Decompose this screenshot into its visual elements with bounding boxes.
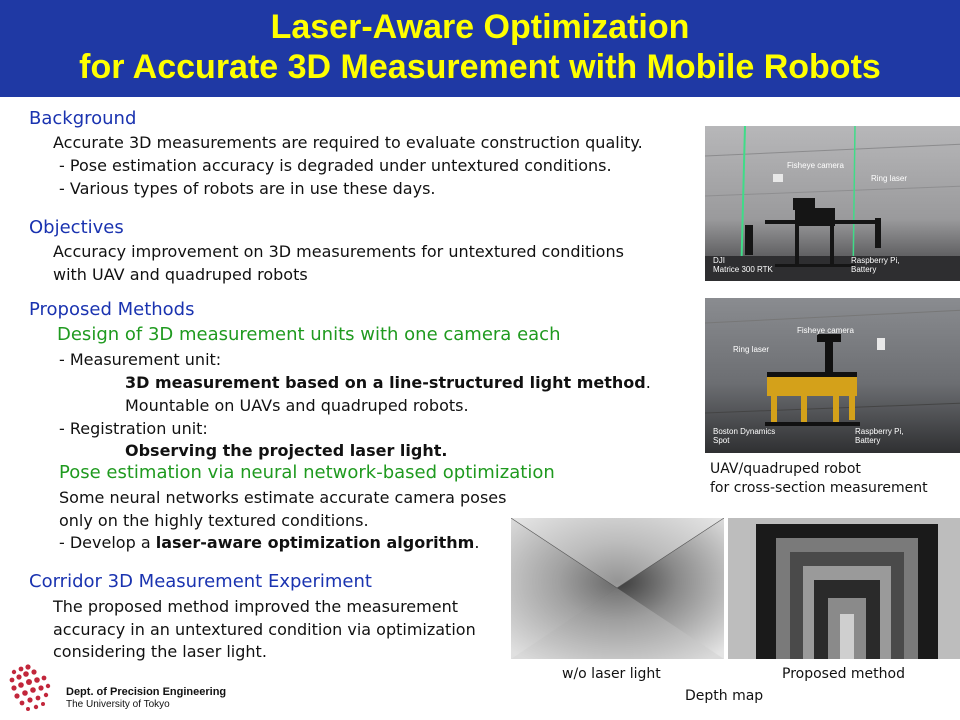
depth-caption-bottom: Depth map <box>685 688 764 704</box>
depth-map-without-laser-image <box>511 518 724 659</box>
methods-heading: Proposed Methods <box>29 299 195 320</box>
experiment-line: considering the laser light. <box>53 642 267 661</box>
spot-photo <box>705 298 960 453</box>
depth-map-proposed-image <box>728 518 960 659</box>
experiment-heading: Corridor 3D Measurement Experiment <box>29 571 372 592</box>
objectives-line: with UAV and quadruped robots <box>53 265 308 284</box>
depth-caption-right: Proposed method <box>782 666 905 682</box>
uav-label-dji: DJI <box>713 256 725 265</box>
develop-bold: laser-aware optimization algorithm <box>155 533 475 552</box>
uav-photo-image <box>705 126 960 281</box>
registration-unit-label: - Registration unit: <box>59 419 208 438</box>
logo-dept-name: Dept. of Precision Engineering <box>66 686 227 698</box>
background-heading: Background <box>29 108 137 129</box>
depth-map-without-laser <box>511 518 724 659</box>
uav-label-fisheye: Fisheye camera <box>787 161 844 170</box>
robot-caption-line: UAV/quadruped robot <box>710 461 861 477</box>
develop-suffix: . <box>474 533 480 552</box>
logo-dots-icon <box>6 662 64 714</box>
background-line: - Various types of robots are in use these days. <box>59 179 436 198</box>
measurement-unit-desc <box>125 373 651 393</box>
uav-photo <box>705 126 960 281</box>
uav-label-ring: Ring laser <box>871 174 908 183</box>
title-line-2: for Accurate 3D Measurement with Mobile Robots <box>79 48 881 86</box>
measurement-unit-line: Mountable on UAVs and quadruped robots. <box>125 396 469 415</box>
spot-label-fisheye: Fisheye camera <box>797 326 854 335</box>
objectives-heading: Objectives <box>29 217 124 238</box>
robot-caption-line: for cross-section measurement <box>710 480 928 496</box>
spot-label-spot: Spot <box>713 436 730 445</box>
logo-university-name: The University of Tokyo <box>66 699 170 710</box>
experiment-line: accuracy in an untextured condition via optimization <box>53 620 476 639</box>
spot-label-ring: Ring laser <box>733 345 770 354</box>
uav-label-battery: Battery <box>851 265 877 274</box>
develop-prefix: - Develop a <box>59 533 156 552</box>
develop-line <box>59 533 479 553</box>
pose-line: Some neural networks estimate accurate camera poses <box>59 488 507 507</box>
measurement-bold: 3D measurement based on a line-structured light method <box>125 373 646 392</box>
spot-label-battery: Battery <box>855 436 881 445</box>
measurement-period: . <box>645 373 651 392</box>
pose-line: only on the highly textured conditions. <box>59 511 369 530</box>
spot-label-rpi: Raspberry Pi, <box>855 427 904 436</box>
objectives-line: Accuracy improvement on 3D measurements for untextured conditions <box>53 242 624 261</box>
title-banner <box>0 0 960 97</box>
depth-map-proposed <box>728 518 960 659</box>
measurement-unit-label: - Measurement unit: <box>59 350 222 369</box>
title-line-1: Laser-Aware Optimization <box>270 8 690 46</box>
methods-subheading-pose: Pose estimation via neural network-based optimization <box>59 462 555 483</box>
registration-unit-desc: Observing the projected laser light. <box>125 441 448 460</box>
background-line: Accurate 3D measurements are required to evaluate construction quality. <box>53 133 643 152</box>
depth-caption-left: w/o laser light <box>562 666 661 682</box>
background-line: - Pose estimation accuracy is degraded under untextured conditions. <box>59 156 612 175</box>
spot-label-boston: Boston Dynamics <box>713 427 776 436</box>
department-logo <box>6 662 236 718</box>
methods-subheading-design: Design of 3D measurement units with one camera each <box>57 324 561 345</box>
uav-label-rpi: Raspberry Pi, <box>851 256 900 265</box>
uav-label-model: Matrice 300 RTK <box>713 265 773 274</box>
experiment-line: The proposed method improved the measurement <box>53 597 458 616</box>
